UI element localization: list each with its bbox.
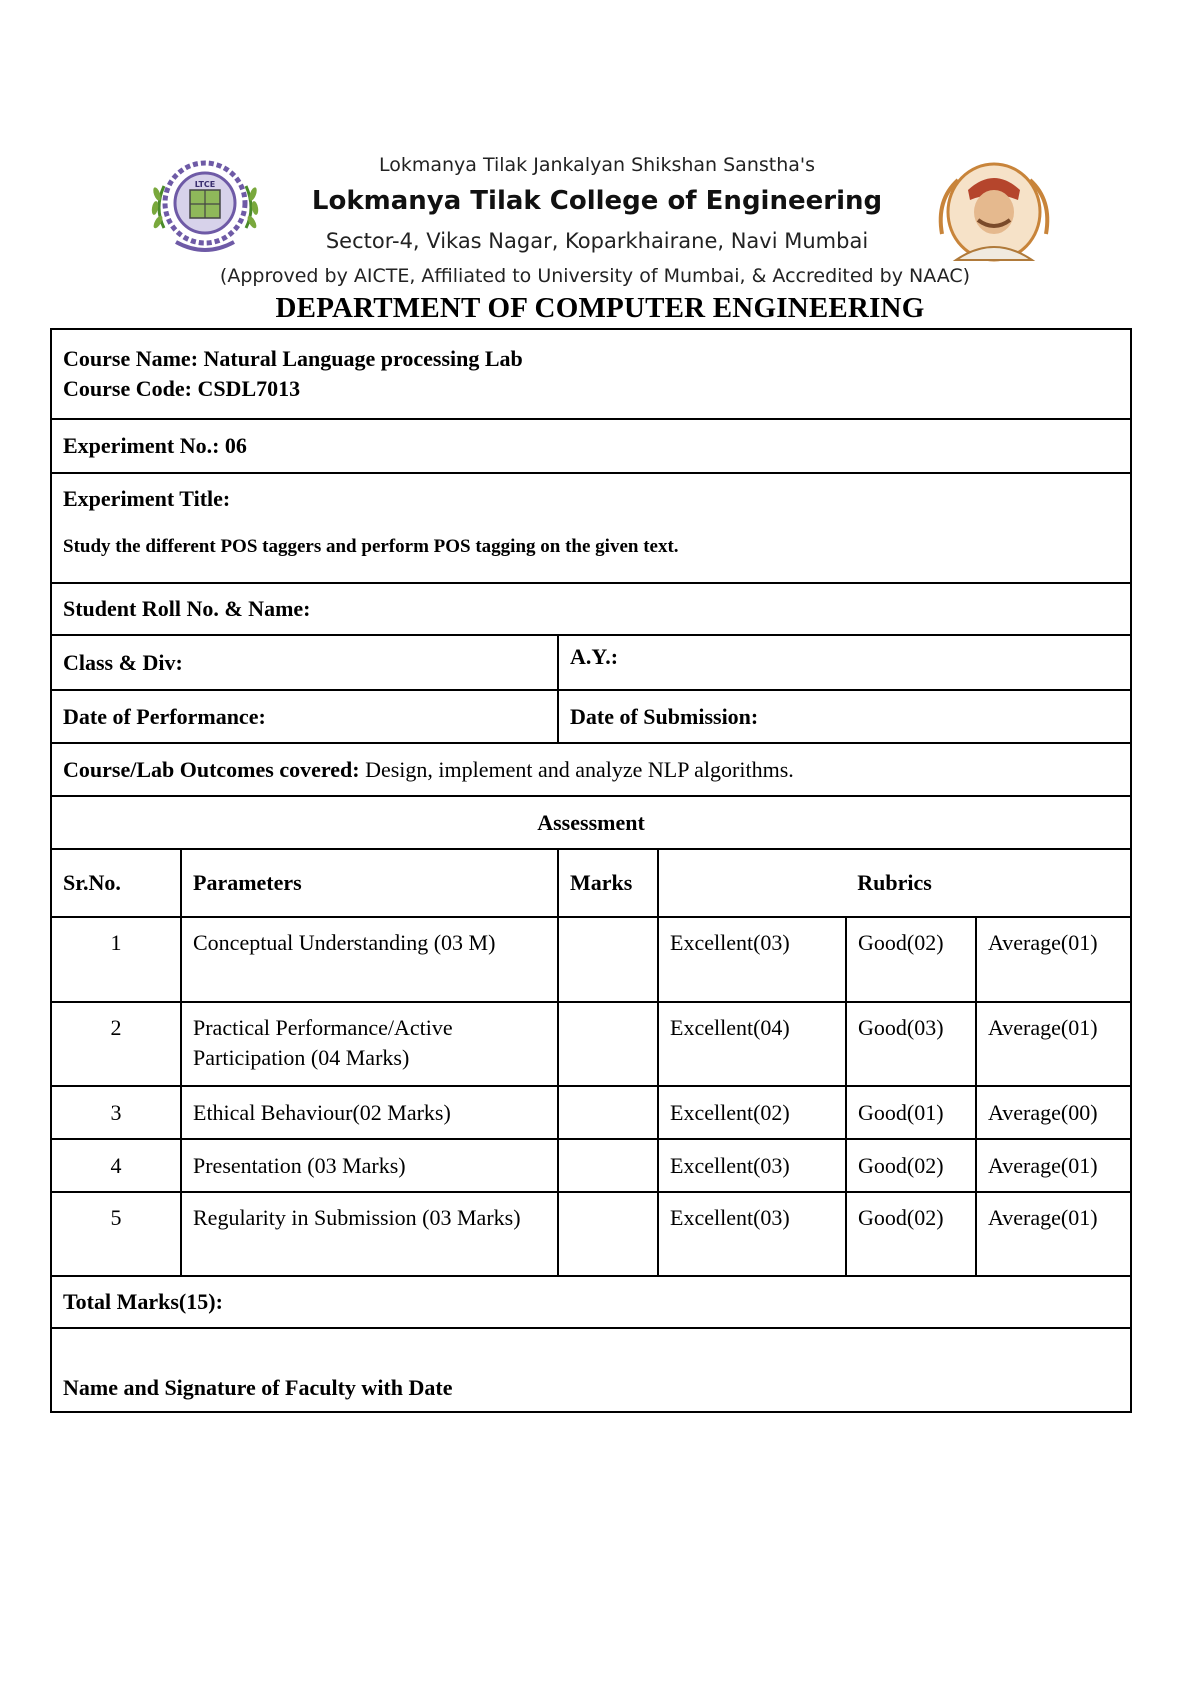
course-row [51, 329, 1131, 419]
course-code-label: Course Code: [63, 376, 192, 401]
parameter-cell: Presentation (03 Marks) [181, 1139, 558, 1192]
course-name-value: Natural Language processing Lab [203, 346, 523, 371]
parameter-cell: Conceptual Understanding (03 M) [181, 917, 558, 1002]
sr-no-cell: 2 [51, 1002, 181, 1086]
outcomes-label: Course/Lab Outcomes covered: [63, 756, 360, 782]
dates-row [51, 690, 1131, 743]
assessment-header-row [51, 849, 1131, 917]
founder-portrait-logo [928, 160, 1060, 266]
college-address: Sector-4, Vikas Nagar, Koparkhairane, Navi Mumbai [325, 229, 869, 253]
outcomes-cell [51, 743, 1131, 796]
date-of-performance-label: Date of Performance: [51, 690, 558, 743]
rubric-average: Average(00) [976, 1086, 1131, 1139]
parameter-cell: Practical Performance/Active Participation (04 Marks) [181, 1002, 558, 1086]
experiment-no-label: Experiment No.: [63, 433, 220, 458]
experiment-title-label: Experiment Title: [63, 486, 231, 511]
roll-name-row [51, 583, 1131, 635]
department-title: DEPARTMENT OF COMPUTER ENGINEERING [275, 292, 925, 324]
rubric-excellent: Excellent(04) [658, 1002, 846, 1086]
experiment-title-row [51, 473, 1131, 583]
academic-year-label: A.Y.: [558, 635, 1131, 690]
approval-line: (Approved by AICTE, Affiliated to University of Mumbai, & Accredited by NAAC) [219, 265, 971, 287]
rubric-good: Good(02) [846, 1192, 976, 1276]
course-name-label: Course Name: [63, 346, 199, 371]
sr-no-cell: 1 [51, 917, 181, 1002]
rubric-excellent: Excellent(03) [658, 917, 846, 1002]
sr-no-header: Sr.No. [51, 849, 181, 917]
sr-no-cell: 4 [51, 1139, 181, 1192]
rubric-excellent: Excellent(03) [658, 1139, 846, 1192]
marks-cell [558, 917, 658, 1002]
outcomes-row [51, 743, 1131, 796]
rubric-excellent: Excellent(02) [658, 1086, 846, 1139]
parameter-cell: Regularity in Submission (03 Marks) [181, 1192, 558, 1276]
society-name: Lokmanya Tilak Jankalyan Shikshan Sanstha's [378, 154, 816, 176]
experiment-no-row [51, 419, 1131, 473]
marks-cell [558, 1002, 658, 1086]
rubric-good: Good(02) [846, 1139, 976, 1192]
date-of-submission-label: Date of Submission: [558, 690, 1131, 743]
parameter-cell: Ethical Behaviour(02 Marks) [181, 1086, 558, 1139]
experiment-no-cell [51, 419, 1131, 473]
total-marks-label: Total Marks(15): [51, 1276, 1131, 1328]
experiment-title-value: Study the different POS taggers and perform POS tagging on the given text. [63, 536, 679, 557]
rubric-good: Good(02) [846, 917, 976, 1002]
experiment-cover-sheet [50, 328, 1132, 1413]
assessment-row [51, 1086, 1131, 1139]
sr-no-cell: 3 [51, 1086, 181, 1139]
assessment-title-row [51, 796, 1131, 849]
rubric-average: Average(01) [976, 1002, 1131, 1086]
college-name: Lokmanya Tilak College of Engineering [311, 186, 883, 216]
rubric-average: Average(01) [976, 1139, 1131, 1192]
assessment-title: Assessment [51, 796, 1131, 849]
rubrics-header: Rubrics [658, 849, 1131, 917]
course-code-value: CSDL7013 [197, 376, 301, 401]
experiment-no-value: 06 [224, 433, 247, 458]
assessment-row [51, 917, 1131, 1002]
marks-header: Marks [558, 849, 658, 917]
svg-text:LTCE: LTCE [194, 180, 216, 189]
course-cell [51, 329, 1131, 419]
class-div-label: Class & Div: [51, 635, 558, 690]
rubric-good: Good(03) [846, 1002, 976, 1086]
assessment-row [51, 1192, 1131, 1276]
class-ay-row [51, 635, 1131, 690]
faculty-signature-label: Name and Signature of Faculty with Date [51, 1328, 1131, 1412]
assessment-row [51, 1139, 1131, 1192]
outcomes-value: Design, implement and analyze NLP algorithms. [365, 756, 794, 782]
sr-no-cell: 5 [51, 1192, 181, 1276]
marks-cell [558, 1192, 658, 1276]
experiment-title-cell [51, 473, 1131, 583]
signature-row [51, 1328, 1131, 1412]
parameters-header: Parameters [181, 849, 558, 917]
assessment-row [51, 1002, 1131, 1086]
marks-cell [558, 1139, 658, 1192]
rubric-good: Good(01) [846, 1086, 976, 1139]
roll-name-label: Student Roll No. & Name: [51, 583, 1131, 635]
marks-cell [558, 1086, 658, 1139]
rubric-average: Average(01) [976, 1192, 1131, 1276]
total-marks-row [51, 1276, 1131, 1328]
rubric-average: Average(01) [976, 917, 1131, 1002]
rubric-excellent: Excellent(03) [658, 1192, 846, 1276]
